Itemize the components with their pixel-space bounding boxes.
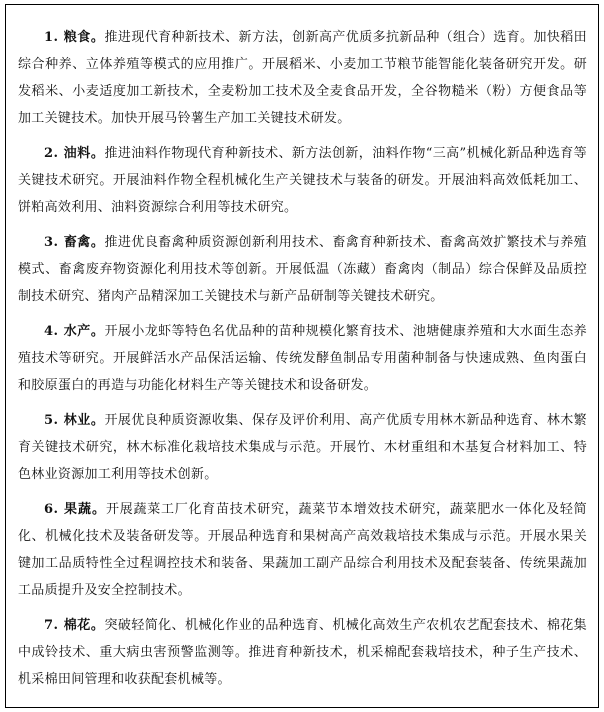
heading-forestry: 5. 林业。 [44, 413, 105, 428]
heading-livestock: 3. 畜禽。 [44, 235, 105, 250]
text-oil: 推进油料作物现代育种新技术、新方法创新，油料作物“三高”机械化新品种选育等关键技术研究。开展油料作物全程机械化生产关键技术与装备的研发。开展油料高效低耗加工、饼粕高效利用、油料资源综合利用等技术研究。 [18, 146, 587, 215]
paragraph-cotton [18, 612, 587, 693]
heading-oil: 2. 油料。 [44, 146, 105, 161]
paragraph-oil [18, 140, 587, 221]
text-forestry: 开展优良种质资源收集、保存及评价利用、高产优质专用林木新品种选育、林木繁育关键技术研究，林木标准化栽培技术集成与示范。开展竹、木材重组和木基复合材料加工、特色林业资源加工利用等技术创新。 [18, 413, 587, 482]
text-aquatic: 开展小龙虾等特色名优品种的苗种规模化繁育技术、池塘健康养殖和大水面生态养殖技术等研究。开展鲜活水产品保活运输、传统发酵鱼制品专用菌种制备与快速成熟、鱼肉蛋白和胶原蛋白的再造与功能化材料生产等关键技术和设备研发。 [18, 324, 587, 393]
heading-aquatic: 4. 水产。 [44, 324, 105, 339]
heading-grain: 1. 粮食。 [44, 30, 105, 45]
document-frame [5, 4, 599, 708]
text-grain: 推进现代育种新技术、新方法，创新高产优质多抗新品种（组合）选育。加快稻田综合种养、立体养殖等模式的应用推广。开展稻米、小麦加工节粮节能智能化装备研究开发。研发稻米、小麦适度加工新技术，全麦粉加工技术及全麦食品开发，全谷物糙米（粉）方便食品等加工关键技术。加快开展马铃薯生产加工关键技术研发。 [18, 30, 587, 126]
heading-cotton: 7. 棉花。 [44, 618, 105, 633]
paragraph-fruit-veg [18, 496, 587, 604]
paragraph-aquatic [18, 318, 587, 399]
text-cotton: 突破轻简化、机械化作业的品种选育、机械化高效生产农机农艺配套技术、棉花集中成铃技术、重大病虫害预警监测等。推进育种新技术，机采棉配套栽培技术，种子生产技术、机采棉田间管理和收获配套机械等。 [18, 618, 587, 687]
text-livestock: 推进优良畜禽种质资源创新利用技术、畜禽育种新技术、畜禽高效扩繁技术与养殖模式、畜禽废弃物资源化利用技术等创新。开展低温（冻藏）畜禽肉（制品）综合保鲜及品质控制技术研究、猪肉产品精深加工关键技术与新产品研制等关键技术研究。 [18, 235, 587, 304]
paragraph-grain [18, 24, 587, 132]
text-fruit-veg: 开展蔬菜工厂化育苗技术研究，蔬菜节本增效技术研究，蔬菜肥水一体化及轻简化、机械化技术及装备研发等。开展品种选育和果树高产高效栽培技术集成与示范。开展水果关键加工品质特性全过程调控技术和装备、果蔬加工副产品综合利用技术及配套装备、传统果蔬加工品质提升及安全控制技术。 [18, 502, 587, 598]
paragraph-forestry [18, 407, 587, 488]
heading-fruit-veg: 6. 果蔬。 [44, 502, 106, 517]
paragraph-livestock [18, 229, 587, 310]
